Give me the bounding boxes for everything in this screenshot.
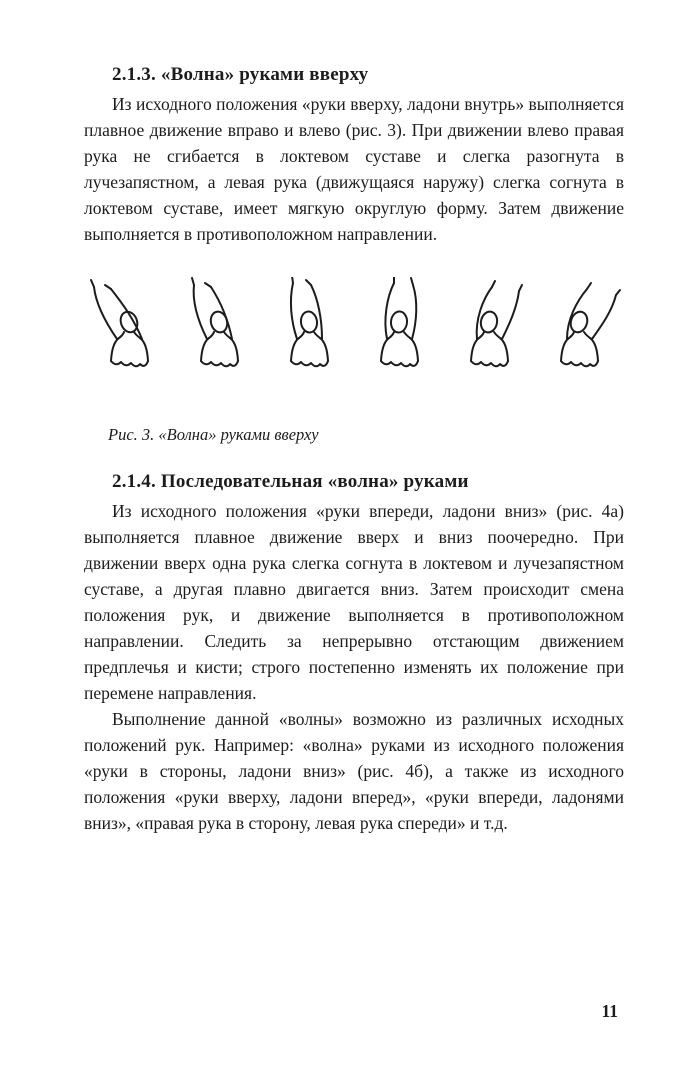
section-214-paragraph-2: Выполнение данной «волны» возможно из различных исходных положений рук. Например: «волна» руками из исходного положения «руки в стороны, ладони вниз» (рис. 4б), а также из исходного положения «руки вверху, ладони вперед», «руки впереди, ладонями вниз», «правая рука в сторону, левая рука спереди» и т.д. xyxy=(84,709,624,833)
section-heading-214: 2.1.4. Последовательная «волна» руками xyxy=(112,471,469,492)
wave-figures-drawing xyxy=(84,277,624,409)
wave-figure xyxy=(192,278,238,366)
wave-figure xyxy=(381,277,418,366)
section-213-paragraph: Из исходного положения «руки вверху, ладони внутрь» выполняется плавное движение вправо и влево (рис. 3). При движении влево правая рука не сгибается в локтевом суставе и слегка разогнута в лучезапястном, а левая рука (движущаяся наружу) слегка согнута в локтевом суставе, имеет мягкую округлую форму. Затем движение выполняется в противоположном направлении. xyxy=(84,94,624,244)
figure-block xyxy=(84,277,624,445)
figure-caption: Рис. 3. «Волна» руками вверху xyxy=(108,425,319,444)
wave-figure xyxy=(291,277,328,366)
wave-figure xyxy=(471,281,522,366)
page-content xyxy=(84,64,624,836)
wave-figure xyxy=(91,280,148,366)
page-number: 11 xyxy=(601,1001,618,1021)
wave-arms-illustration xyxy=(84,277,624,409)
wave-figure xyxy=(561,283,620,366)
section-heading-213: 2.1.3. «Волна» руками вверху xyxy=(112,64,369,85)
section-214-paragraph-1: Из исходного положения «руки впереди, ладони вниз» (рис. 4а) выполняется плавное движение вверх и вниз поочередно. При движении вверх одна рука слегка согнута в локтевом и лучезапястном суставе, а другая плавно двигается вниз. Затем происходит смена положения рук, и движение выполняется в противоположном направлении. Следить за непрерывно отстающим движением предплечья и кисти; строго постепенно изменять их положение при перемене направления. xyxy=(84,501,624,703)
